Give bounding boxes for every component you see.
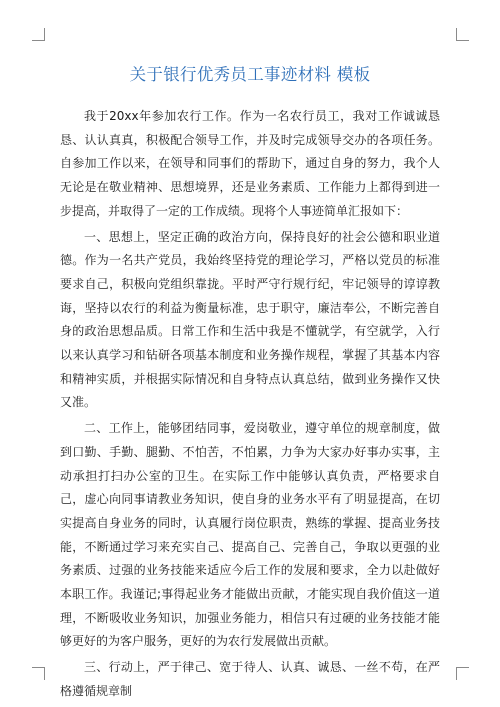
document-title: 关于银行优秀员工事迹材料 模板 — [129, 65, 371, 84]
crop-mark-top-left — [32, 28, 45, 41]
crop-mark-bottom-left — [32, 667, 45, 680]
paragraph-work: 二、工作上，能够团结同事，爱岗敬业，遵守单位的规章制度，做到口勤、手勤、腿勤、不怕苦，不怕累，力争为大家办好事办实事，主动承担打扫办公室的卫生。在实际工作中能够认真负责，严格要求自己，虚心向同事请教业务知识，使自身的业务水平有了明显提高，在切实提高自身业务的同时，认真履行岗位职责，熟练的掌握、提高业务技能，不断通过学习来充实自己、提高自己、完善自己，争取以更强的业务素质、过强的业务技能来适应今后工作的发展和要求，全力以赴做好本职工作。我谨记;事得起业务才能做出贡献，才能实现自我价值这一道理，不断吸收业务知识，加强业务能力，相信只有过硬的业务技能才能够更好的为客户服务，更好的为农行发展做出贡献。 — [60, 421, 440, 649]
paragraph-ideology: 一、思想上，坚定正确的政治方向，保持良好的社会公德和职业道德。作为一名共产党员，我始终坚持党的理论学习，严格以党员的标准要求自己，积极向党组织靠拢。平时严守行规行纪，牢记领导的谆谆教诲，坚持以农行的利益为衡量标准，忠于职守，廉洁奉公，不断完善自身的政治思想品质。日常工作和生活中我是不懂就学，有空就学，入行以来认真学习和钻研各项基本制度和业务操作规程，掌握了其基本内容和精神实质，并根据实际情况和自身特点认真总结，做到业务操作又快又准。 — [60, 229, 440, 410]
crop-mark-bottom-right — [456, 667, 469, 680]
crop-mark-top-right — [456, 28, 469, 41]
paragraph-intro: 我于20xx年参加农行工作。作为一名农行员工，我对工作诚诚恳恳、认认真真，积极配合领导工作，并及时完成领导交办的各项任务。自参加工作以来，在领导和同事们的帮助下，通过自身的努力，我个人无论是在敬业精神、思想境界，还是业务素质、工作能力上都得到进一步提高，并取得了一定的工作成绩。现将个人事迹简单汇报如下： — [60, 109, 440, 218]
document-body — [60, 105, 440, 706]
paragraph-action: 三、行动上，严于律己、宽于待人、认真、诚恳、一丝不苟，在严格遵循规章制 — [60, 660, 440, 698]
